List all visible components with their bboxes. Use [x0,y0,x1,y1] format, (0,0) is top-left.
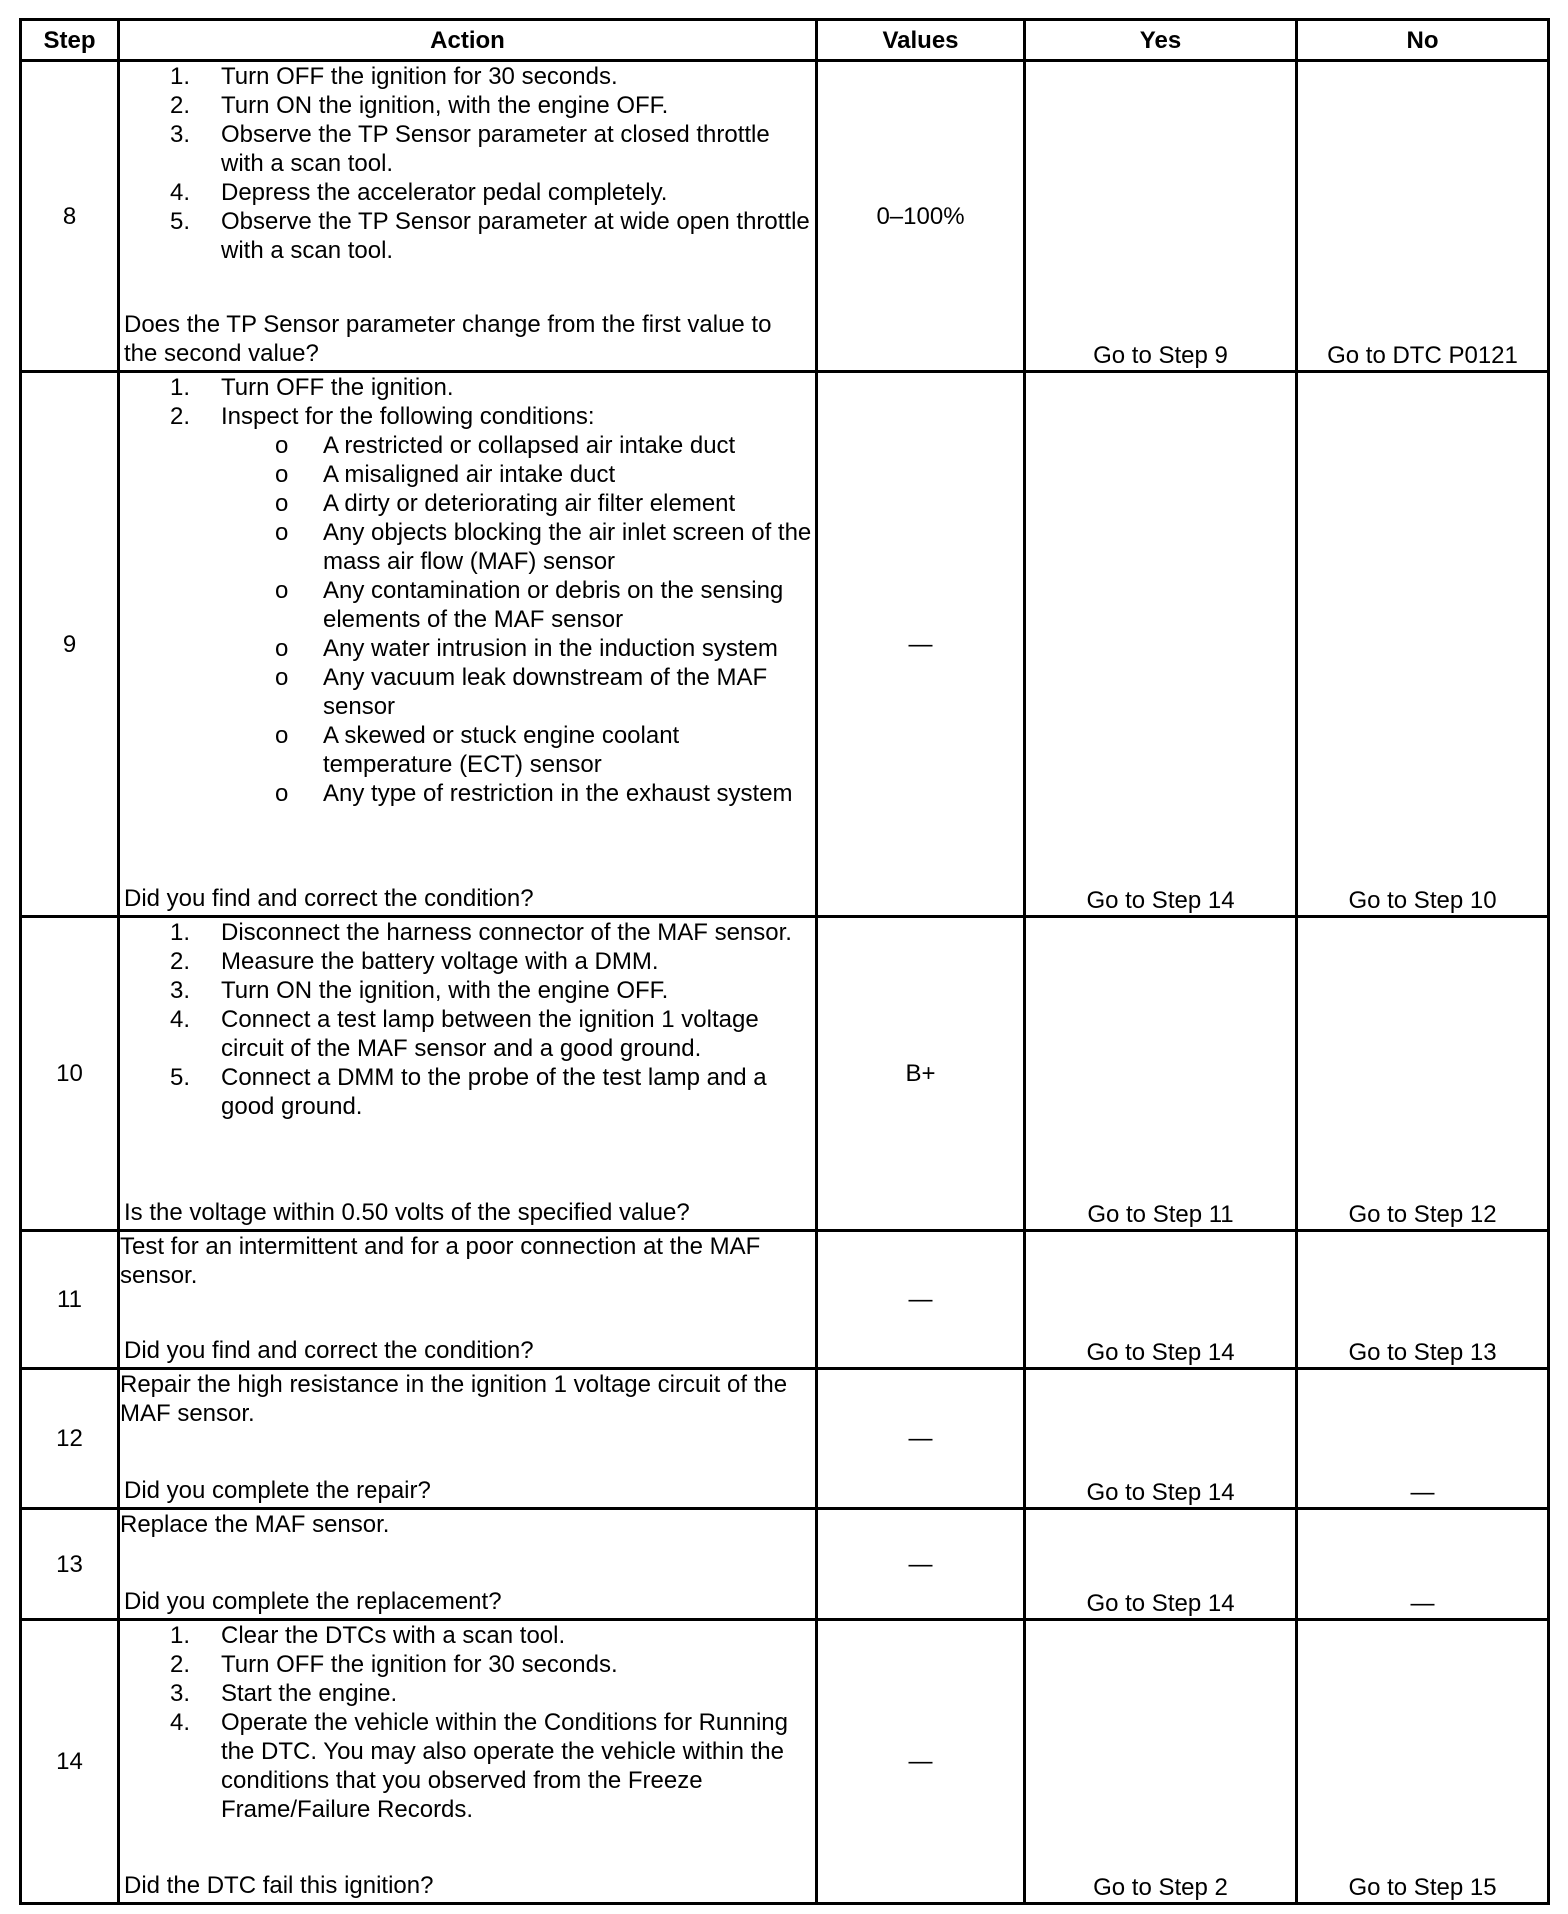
no-cell: Go to DTC P0121 [1297,61,1549,372]
header-yes: Yes [1025,20,1297,61]
condition-item: o Any water intrusion in the induction system [275,635,778,662]
condition-item: o Any objects blocking the air inlet screen of the mass air flow (MAF) sensor [275,519,812,575]
action-text: Test for an intermittent and for a poor connection at the MAF sensor. [120,1233,761,1289]
action-step: 2. Turn ON the ignition, with the engine OFF. [170,92,669,119]
step-number: 12 [21,1369,119,1509]
no-cell: — [1297,1369,1549,1509]
yes-cell: Go to Step 14 [1025,1231,1297,1369]
header-values: Values [817,20,1025,61]
values-cell: 0–100% [817,61,1025,372]
action-question: Did you complete the replacement? [124,1588,502,1615]
values-cell: — [817,1620,1025,1904]
step-number: 11 [21,1231,119,1369]
condition-item: o Any type of restriction in the exhaust system [275,780,793,807]
action-step: 5. Connect a DMM to the probe of the test lamp and a good ground. [170,1064,767,1120]
action-steps [120,1621,815,1824]
action-cell [119,1369,817,1509]
condition-item: o Any vacuum leak downstream of the MAF sensor [275,664,768,720]
table-row [21,1620,1549,1904]
action-cell [119,917,817,1231]
action-step: 4. Connect a test lamp between the ignition 1 voltage circuit of the MAF sensor and a good ground. [170,1006,759,1062]
action-step: 2. Measure the battery voltage with a DMM. [170,948,659,975]
action-step: 1. Disconnect the harness connector of the MAF sensor. [170,919,792,946]
values-cell: — [817,372,1025,917]
header-action: Action [119,20,817,61]
condition-item: o Any contamination or debris on the sensing elements of the MAF sensor [275,577,784,633]
step-number: 14 [21,1620,119,1904]
action-cell [119,1509,817,1620]
header-row [21,20,1549,61]
table-row [21,1231,1549,1369]
action-cell [119,1231,817,1369]
table-row [21,372,1549,917]
values-cell: — [817,1369,1025,1509]
header-no: No [1297,20,1549,61]
action-step: 3. Start the engine. [170,1680,398,1707]
yes-cell: Go to Step 11 [1025,917,1297,1231]
values-cell: — [817,1231,1025,1369]
yes-cell: Go to Step 2 [1025,1620,1297,1904]
action-steps [120,373,815,808]
step-number: 9 [21,372,119,917]
no-cell: Go to Step 15 [1297,1620,1549,1904]
no-cell: Go to Step 13 [1297,1231,1549,1369]
yes-cell: Go to Step 14 [1025,1369,1297,1509]
action-question: Is the voltage within 0.50 volts of the specified value? [124,1199,690,1226]
action-question: Did you complete the repair? [124,1477,431,1504]
yes-cell: Go to Step 9 [1025,61,1297,372]
values-cell: B+ [817,917,1025,1231]
no-cell: — [1297,1509,1549,1620]
step-number: 8 [21,61,119,372]
table-row [21,1369,1549,1509]
action-step: 1. Clear the DTCs with a scan tool. [170,1622,566,1649]
no-cell: Go to Step 12 [1297,917,1549,1231]
yes-cell: Go to Step 14 [1025,372,1297,917]
action-text: Repair the high resistance in the ignition 1 voltage circuit of the MAF sensor. [120,1371,788,1427]
action-cell [119,1620,817,1904]
action-step: 5. Observe the TP Sensor parameter at wide open throttle with a scan tool. [170,208,810,264]
condition-item: o A dirty or deteriorating air filter element [275,490,736,517]
action-step: 1. Turn OFF the ignition for 30 seconds. [170,63,618,90]
condition-item: o A misaligned air intake duct [275,461,616,488]
values-cell: — [817,1509,1025,1620]
step-number: 10 [21,917,119,1231]
action-steps [120,918,815,1121]
action-question: Did the DTC fail this ignition? [124,1872,434,1899]
condition-item: o A skewed or stuck engine coolant temperature (ECT) sensor [275,722,680,778]
table-row [21,61,1549,372]
table-row [21,1509,1549,1620]
table-row [21,917,1549,1231]
action-question: Did you find and correct the condition? [124,885,534,912]
condition-item: o A restricted or collapsed air intake duct [275,432,736,459]
diagnostic-table [19,18,1550,1905]
action-text: Replace the MAF sensor. [120,1511,390,1538]
action-cell [119,61,817,372]
action-question: Did you find and correct the condition? [124,1337,534,1364]
action-step: 3. Turn ON the ignition, with the engine OFF. [170,977,669,1004]
header-step: Step [21,20,119,61]
action-question: Does the TP Sensor parameter change from the first value to the second value? [124,311,772,367]
step-number: 13 [21,1509,119,1620]
action-steps [120,62,815,265]
action-cell [119,372,817,917]
action-step: 4. Depress the accelerator pedal completely. [170,179,668,206]
no-cell: Go to Step 10 [1297,372,1549,917]
action-step: 3. Observe the TP Sensor parameter at closed throttle with a scan tool. [170,121,770,177]
action-step: 2. Inspect for the following conditions: o A restricted or collapsed air intake duct o A misaligned air intake duct o A dirty or deteriorating air filter element o Any objects blocking the air inlet screen of the mass air flow (MAF) sensor o Any contamination or debris on the sensing elements of the MAF sensor o Any water intrusion in the induction system o Any vacuum leak downstream of the MAF sensor o A skewed or stuck engine coolant temperature (ECT) sensor o Any type of restriction in the exhaust system [120,402,815,808]
condition-list [221,431,815,808]
yes-cell: Go to Step 14 [1025,1509,1297,1620]
action-step: 2. Turn OFF the ignition for 30 seconds. [170,1651,618,1678]
action-step: 1. Turn OFF the ignition. [170,374,454,401]
action-step: 4. Operate the vehicle within the Conditions for Running the DTC. You may also operate the vehicle within the conditions that you observed from the Freeze Frame/Failure Records. [170,1709,788,1823]
